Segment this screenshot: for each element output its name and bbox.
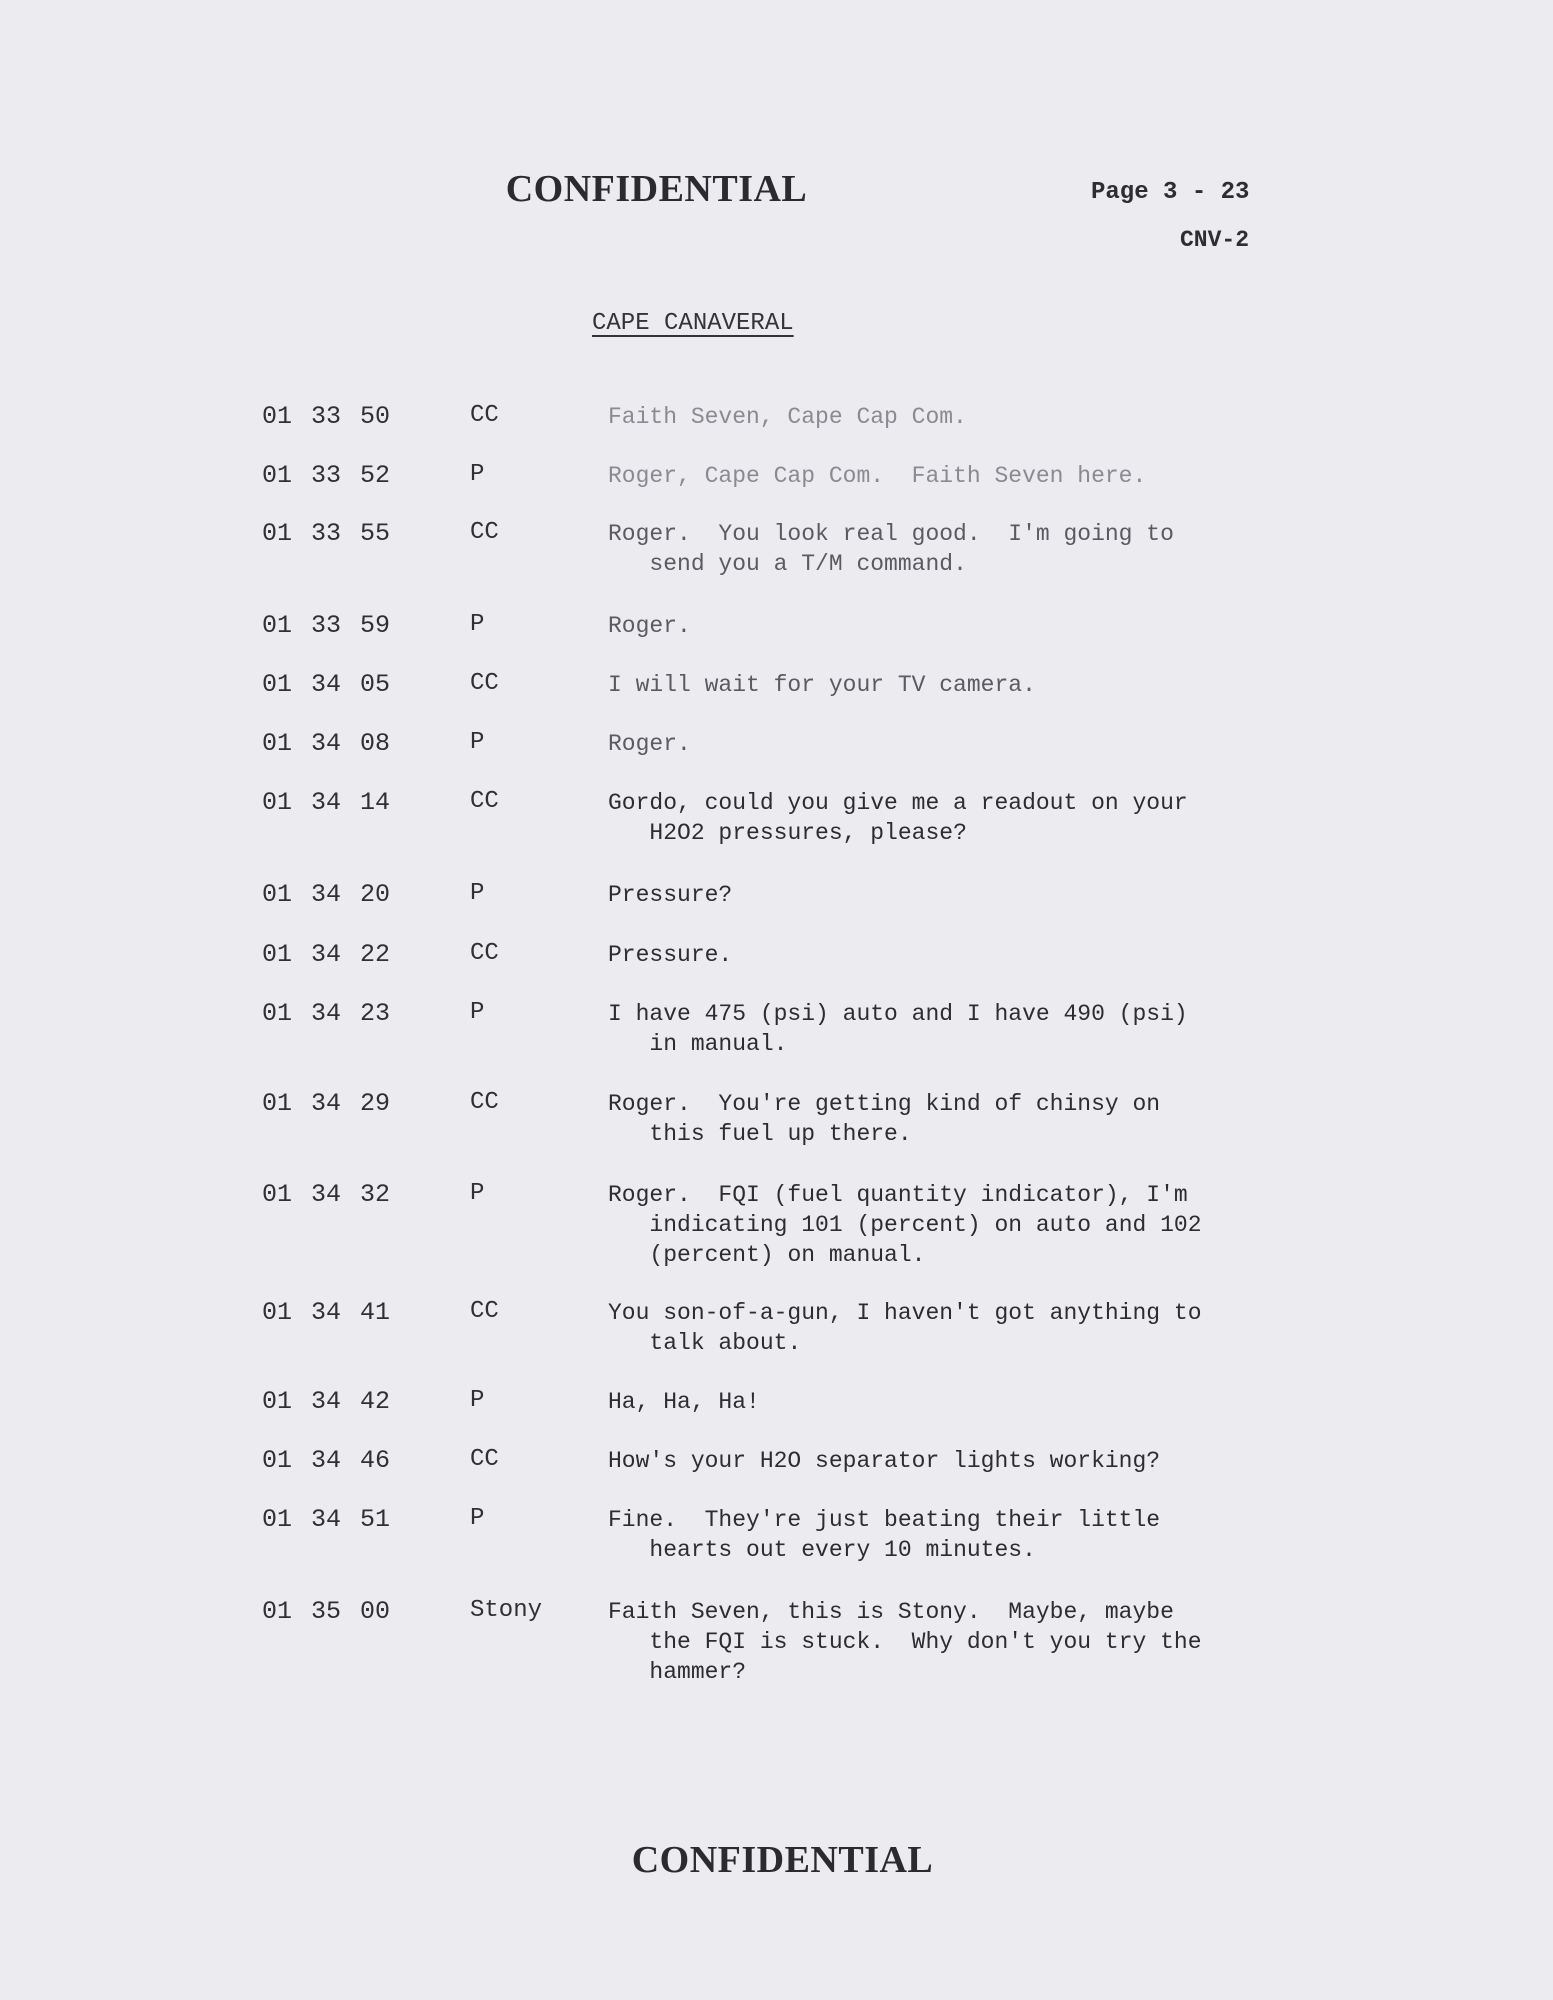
entry-speaker: Stony	[470, 1597, 543, 1624]
entry-time: 01 34 05	[262, 670, 391, 699]
entry-time: 01 34 32	[262, 1180, 391, 1209]
page-number: Page 3 - 23	[1091, 179, 1250, 206]
entry-speaker: P	[470, 461, 485, 488]
classification-stamp-top: CONFIDENTIAL	[505, 168, 808, 210]
entry-time: 01 34 41	[262, 1298, 391, 1327]
entry-speaker: CC	[470, 519, 499, 546]
entry-speaker: P	[470, 1505, 485, 1532]
entry-time: 01 34 23	[262, 999, 391, 1028]
entry-text: Faith Seven, Cape Cap Com.	[608, 404, 967, 430]
entry-text: Fine. They're just beating their little hearts out every 10 minutes.	[608, 1507, 1161, 1563]
entry-speaker: CC	[470, 788, 499, 815]
entry-speaker: CC	[470, 1298, 499, 1325]
entry-speaker: CC	[470, 940, 499, 967]
entry-speaker: CC	[470, 1446, 499, 1473]
document-code: CNV-2	[1180, 227, 1250, 253]
entry-speaker: P	[470, 729, 485, 756]
entry-text: Roger. FQI (fuel quantity indicator), I'm indicating 101 (percent) on auto and 102 (percent) on manual.	[608, 1182, 1202, 1268]
entry-text: How's your H2O separator lights working?	[608, 1448, 1161, 1474]
classification-stamp-bottom: CONFIDENTIAL	[631, 1839, 934, 1881]
entry-time: 01 34 51	[262, 1505, 391, 1534]
entry-speaker: P	[470, 880, 485, 907]
entry-time: 01 33 50	[262, 402, 391, 431]
entry-time: 01 34 22	[262, 940, 391, 969]
entry-text: You son-of-a-gun, I haven't got anything to talk about.	[608, 1300, 1202, 1356]
entry-text: Faith Seven, this is Stony. Maybe, maybe the FQI is stuck. Why don't you try the hammer?	[608, 1599, 1202, 1685]
entry-time: 01 34 14	[262, 788, 391, 817]
entry-text: Roger. You're getting kind of chinsy on this fuel up there.	[608, 1091, 1161, 1147]
entry-speaker: P	[470, 999, 485, 1026]
entry-speaker: P	[470, 611, 485, 638]
entry-text: Ha, Ha, Ha!	[608, 1389, 760, 1415]
entry-time: 01 35 00	[262, 1597, 391, 1626]
entry-time: 01 34 46	[262, 1446, 391, 1475]
entry-speaker: CC	[470, 670, 499, 697]
entry-speaker: P	[470, 1387, 485, 1414]
entry-speaker: CC	[470, 402, 499, 429]
entry-text: I will wait for your TV camera.	[608, 672, 1036, 698]
entry-text: Roger.	[608, 613, 691, 639]
entry-text: Pressure?	[608, 882, 733, 908]
entry-time: 01 34 20	[262, 880, 391, 909]
section-title: CAPE CANAVERAL	[592, 310, 794, 337]
entry-text: Roger.	[608, 731, 691, 757]
entry-time: 01 34 42	[262, 1387, 391, 1416]
entry-text: Gordo, could you give me a readout on your H2O2 pressures, please?	[608, 790, 1188, 846]
entry-time: 01 34 29	[262, 1089, 391, 1118]
entry-time: 01 33 52	[262, 461, 391, 490]
entry-text: Pressure.	[608, 942, 733, 968]
entry-time: 01 33 55	[262, 519, 391, 548]
entry-text: I have 475 (psi) auto and I have 490 (psi) in manual.	[608, 1001, 1188, 1057]
entry-text: Roger. You look real good. I'm going to send you a T/M command.	[608, 521, 1174, 577]
entry-text: Roger, Cape Cap Com. Faith Seven here.	[608, 463, 1147, 489]
entry-time: 01 33 59	[262, 611, 391, 640]
entry-speaker: CC	[470, 1089, 499, 1116]
entry-time: 01 34 08	[262, 729, 391, 758]
entry-speaker: P	[470, 1180, 485, 1207]
